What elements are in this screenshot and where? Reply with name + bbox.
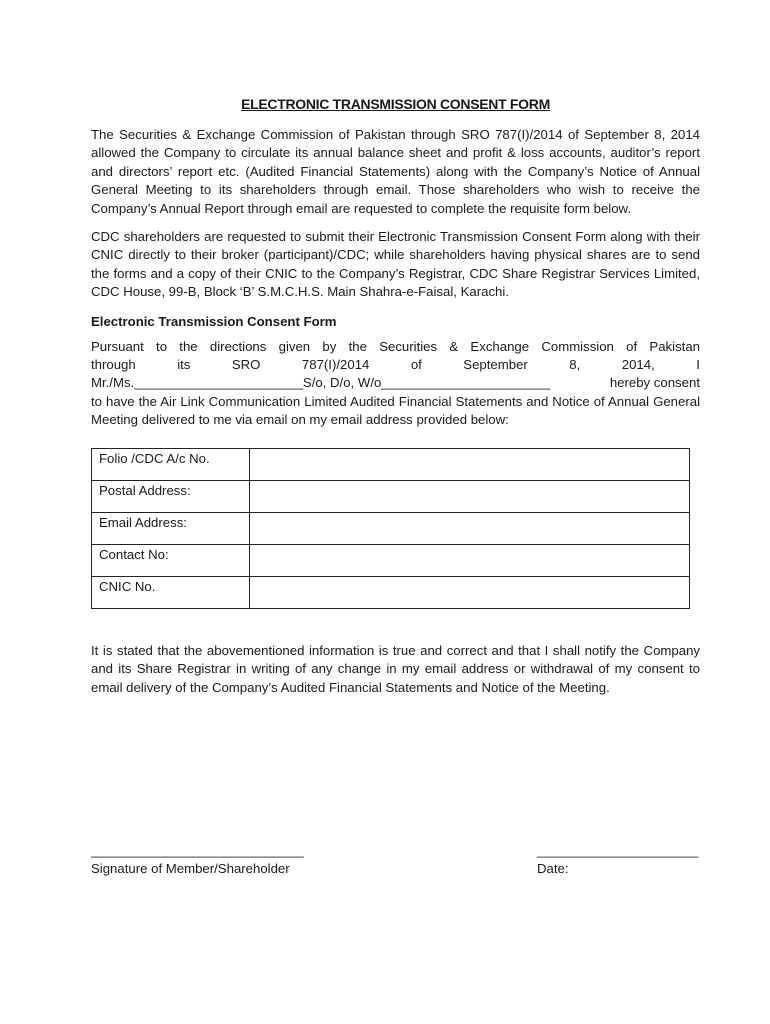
form-title: ELECTRONIC TRANSMISSION CONSENT FORM xyxy=(241,96,550,112)
table-row xyxy=(92,448,690,480)
consent-word: through xyxy=(91,357,136,373)
contact-no-field[interactable] xyxy=(250,544,690,576)
table-row xyxy=(92,480,690,512)
consent-word: 787(I)/2014 xyxy=(301,357,370,373)
postal-address-label: Postal Address: xyxy=(92,480,250,512)
consent-word: its xyxy=(177,357,191,373)
cnic-field[interactable] xyxy=(250,576,690,608)
consent-word: 2014, xyxy=(621,357,655,373)
date-block xyxy=(537,842,698,878)
consent-line-2 xyxy=(91,356,700,374)
consent-word: SRO xyxy=(231,357,261,373)
table-row xyxy=(92,576,690,608)
hereby-consent-text: hereby consent xyxy=(609,375,700,391)
consent-form-page xyxy=(91,96,700,697)
intro-paragraph: The Securities & Exchange Commission of Pakistan through SRO 787(I)/2014 of September 8, 2014 allowed the Company to circulate its annual balance sheet and profit & loss accounts, auditor’s report and directors’ report etc. (Audited Financial Statements) along with the Company’s Notice of Annual General Meeting to its shareholders through email. Those shareholders who wish to receive the Company’s Annual Report through email are requested to complete the requisite form below. xyxy=(91,127,700,216)
declaration-paragraph: It is stated that the abovementioned information is true and correct and that I shall notify the Company and its Share Registrar in writing of any change in my email address or withdrawal of my consent to email delivery of the Company’s Audited Financial Statements and Notice of the Meeting. xyxy=(91,642,700,695)
consent-word: September xyxy=(463,357,528,373)
email-address-label: Email Address: xyxy=(92,512,250,544)
form-subheading: Electronic Transmission Consent Form xyxy=(91,313,337,329)
table-row xyxy=(92,544,690,576)
table-row xyxy=(92,512,690,544)
signature-block xyxy=(91,842,304,878)
consent-paragraph xyxy=(91,338,700,430)
instructions-paragraph: CDC shareholders are requested to submit their Electronic Transmission Consent Form along with their CNIC directly to their broker (participant)/CDC; while shareholders having physical shares are to send the forms and a copy of their CNIC to the Company’s Registrar, CDC Share Registrar Services Limited, CDC House, 99-B, Block ‘B’ S.M.C.H.S. Main Shahra-e-Faisal, Karachi. xyxy=(91,229,700,300)
consent-word: I xyxy=(696,357,700,373)
date-label: Date: xyxy=(537,861,569,876)
consent-line-1: Pursuant to the directions given by the Securities & Exchange Commission of Pakistan xyxy=(91,338,700,354)
email-address-field[interactable] xyxy=(250,512,690,544)
name-relation-blanks: Mr./Ms._______________________S/o, D/o, W/o_______________________ xyxy=(91,375,551,391)
cnic-label: CNIC No. xyxy=(92,576,250,608)
consent-line-rest: to have the Air Link Communication Limited Audited Financial Statements and Notice of Annual General Meeting delivered to me via email on my email address provided below: xyxy=(91,393,700,428)
date-line[interactable]: ______________________ xyxy=(537,843,699,858)
folio-label: Folio /CDC A/c No. xyxy=(92,448,250,480)
consent-line-3 xyxy=(91,374,700,392)
folio-field[interactable] xyxy=(250,448,690,480)
contact-no-label: Contact No: xyxy=(92,544,250,576)
postal-address-field[interactable] xyxy=(250,480,690,512)
consent-word: 8, xyxy=(569,357,581,373)
consent-word: of xyxy=(410,357,422,373)
signature-line[interactable]: _____________________________ xyxy=(91,843,304,858)
signature-label: Signature of Member/Shareholder xyxy=(91,861,290,876)
shareholder-details-table xyxy=(91,448,690,609)
